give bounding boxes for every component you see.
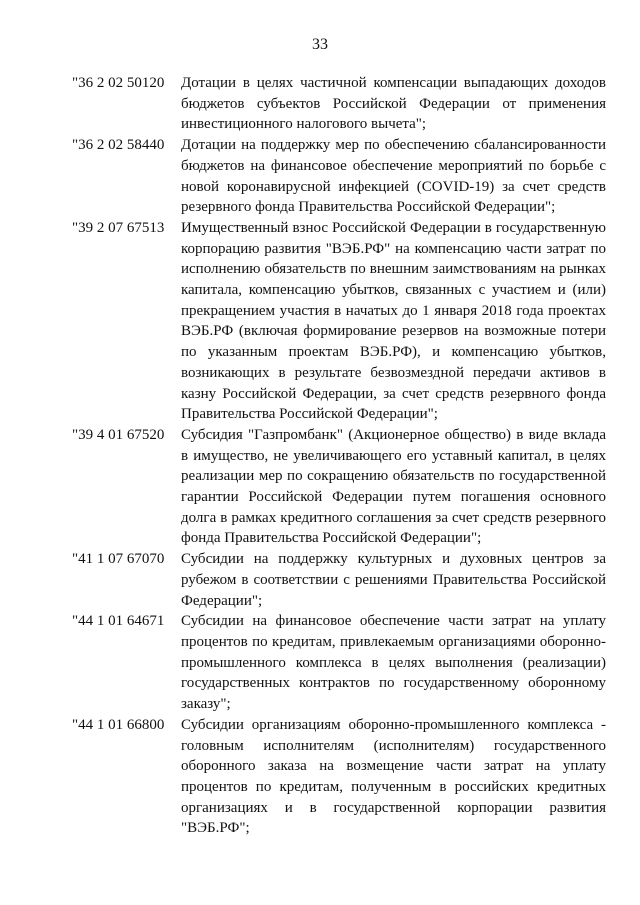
- budget-code: "44 1 01 66800: [72, 716, 165, 733]
- budget-code: "36 2 02 50120: [72, 75, 165, 91]
- list-item: [72, 549, 606, 611]
- budget-code-description: Субсидия "Газпромбанк" (Акционерное общество) в виде вклада в имущество, не увеличивающего его уставный капитал, в целях реализации мер по сокращению обязательств по государственной гарантии Российской Федерации путем погашения основного долга в рамках кредитного соглашения за счет средств резервного фонда Правительства Российской Федерации";: [181, 426, 606, 547]
- budget-code-description: Дотации на поддержку мер по обеспечению сбалансированности бюджетов на финансовое обеспечение мероприятий по борьбе с новой коронавирусной инфекцией (COVID-19) за счет средств резервного фонда Правительства Российской Федерации";: [181, 137, 606, 216]
- budget-code-description: Субсидии организациям оборонно-промышленного комплекса - головным исполнителям (исполнителям) государственного оборонного заказа на возмещение части затрат на уплату процентов по кредитам, полученным в российских кредитных организациях и в государственной корпорации развития "ВЭБ.РФ";: [181, 716, 606, 837]
- budget-code: "39 2 07 67513: [72, 219, 165, 236]
- list-item: [72, 135, 606, 218]
- list-item: [72, 73, 606, 135]
- budget-code: "44 1 01 64671: [72, 613, 165, 630]
- budget-code: "41 1 07 67070: [72, 551, 165, 568]
- budget-code: "39 4 01 67520: [72, 426, 165, 443]
- budget-code-description: Субсидии на финансовое обеспечение части затрат на уплату процентов по кредитам, привлекаемым организациями оборонно-промышленного комплекса в целях выполнения (реализации) государственных контрактов по государственному оборонному заказу";: [181, 613, 606, 713]
- budget-code-description: Имущественный взнос Российской Федерации в государственную корпорацию развития "ВЭБ.РФ" на компенсацию части затрат по исполнению обязательств по внешним заимствованиям на рынках капитала, компенсацию убытков, связанных с участием и (или) прекращением участия в начатых до 1 января 2018 года проектах ВЭБ.РФ (включая формирование резервов на возможные потери по указанным проектам ВЭБ.РФ), и компенсацию убытков, возникающих в результате безвозмездной передачи активов в казну Российской Федерации, за счет средств резервного фонда Правительства Российской Федерации";: [181, 219, 606, 423]
- budget-code-description: Дотации в целях частичной компенсации выпадающих доходов бюджетов субъектов Российской Федерации от применения инвестиционного налогового вычета";: [181, 75, 606, 133]
- budget-code-list: [72, 73, 606, 839]
- list-item: [72, 611, 606, 715]
- list-item: [72, 218, 606, 425]
- budget-code: "36 2 02 58440: [72, 137, 165, 154]
- page-number: 33: [312, 36, 328, 53]
- list-item: [72, 425, 606, 549]
- list-item: [72, 715, 606, 839]
- budget-code-description: Субсидии на поддержку культурных и духовных центров за рубежом в соответствии с решениями Правительства Российской Федерации";: [181, 551, 606, 609]
